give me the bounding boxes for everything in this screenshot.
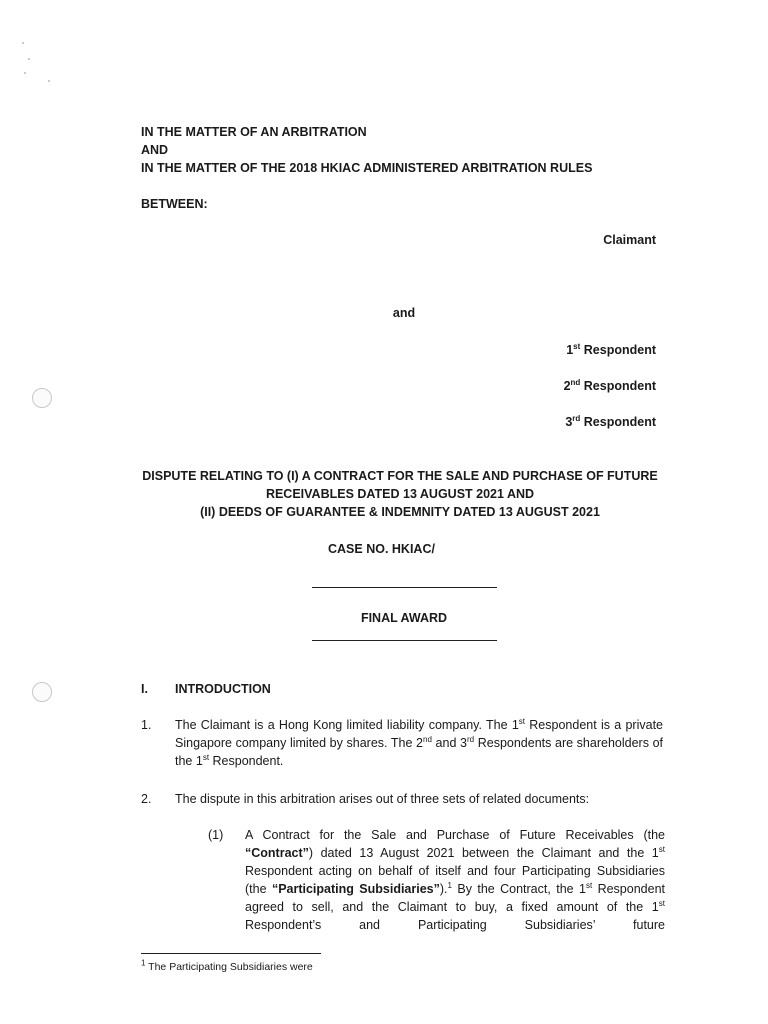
sub-para-1-part: Respondent agreed to sell, and the Claimant to buy, a fixed amount of the 1 — [245, 882, 665, 914]
scan-speck — [28, 58, 30, 60]
respondent-1-text: Respondent — [580, 343, 656, 357]
respondent-2-label — [400, 377, 656, 395]
para-1-part: and 3 — [431, 736, 467, 750]
para-1-part: Respondents are shareholders of the 1 — [175, 736, 663, 768]
footnote — [141, 960, 313, 975]
para-1-text — [175, 716, 663, 770]
para-1-number: 1. — [141, 718, 152, 732]
award-title: FINAL AWARD — [360, 611, 448, 625]
respondent-3-number: 3 — [565, 415, 573, 429]
matter-line-2: AND — [141, 143, 169, 157]
award-rule-top — [312, 587, 497, 588]
respondent-2-text: Respondent — [580, 379, 656, 393]
respondent-2-number: 2 — [563, 379, 571, 393]
para-2-text: The dispute in this arbitration arises out of three sets of related documents: — [175, 792, 590, 806]
award-rule-bottom — [312, 640, 497, 641]
and-label: and — [392, 306, 416, 320]
matter-heading — [141, 123, 661, 177]
respondent-1-number: 1 — [566, 343, 574, 357]
punch-hole — [32, 388, 52, 408]
footnote-number: 1 — [141, 958, 146, 968]
respondent-2-ordinal: nd — [570, 377, 581, 387]
para-1-part: Respondent. — [209, 754, 284, 768]
para-1-ordinal: st — [518, 716, 526, 726]
sub-para-1-part: ) dated 13 August 2021 between the Claimant and the 1 — [308, 846, 659, 860]
respondent-3-ordinal: rd — [572, 413, 581, 423]
sub-para-1-part: Respondent’s and Participating Subsidiaries’ future — [245, 918, 665, 932]
scan-speck — [48, 80, 50, 82]
dispute-line-1: DISPUTE RELATING TO (I) A CONTRACT FOR THE SALE AND PURCHASE OF FUTURE — [142, 469, 658, 483]
sub-para-1-ordinal: st — [658, 898, 665, 908]
sub-para-1-text — [245, 826, 665, 952]
respondent-1-ordinal: st — [573, 341, 581, 351]
sub-para-1-part: Respondent acting on behalf of itself and four Participating Subsidiaries (the — [245, 864, 665, 896]
sub-para-1-part: By the Contract, the 1 — [451, 882, 586, 896]
matter-line-1: IN THE MATTER OF AN ARBITRATION — [141, 125, 367, 139]
para-1-part: Respondent is a private Singapore company limited by shares. The 2 — [175, 718, 664, 750]
sub-para-1-ordinal: st — [585, 880, 593, 890]
section-title: INTRODUCTION — [175, 682, 271, 696]
sub-para-1-part: A Contract for the Sale and Purchase of Future Receivables (the — [245, 828, 665, 842]
claimant-label: Claimant — [603, 233, 656, 247]
dispute-line-3: (II) DEEDS OF GUARANTEE & INDEMNITY DATED 13 AUGUST 2021 — [200, 505, 600, 519]
matter-line-3: IN THE MATTER OF THE 2018 HKIAC ADMINISTERED ARBITRATION RULES — [141, 161, 593, 175]
footnote-reference[interactable]: 1 — [447, 880, 452, 890]
dispute-title — [130, 467, 670, 521]
scan-speck — [24, 72, 26, 74]
footnote-rule — [141, 953, 321, 954]
footnote-text: The Participating Subsidiaries were — [145, 961, 313, 973]
para-1-part: The Claimant is a Hong Kong limited liability company. The 1 — [175, 718, 519, 732]
para-2-number: 2. — [141, 792, 152, 806]
sub-para-1-part: ). — [439, 882, 448, 896]
respondent-1-label — [400, 341, 656, 359]
para-1-ordinal: rd — [466, 734, 475, 744]
scan-speck — [22, 42, 24, 44]
punch-hole — [32, 682, 52, 702]
dispute-line-2: RECEIVABLES DATED 13 AUGUST 2021 AND — [265, 487, 535, 501]
defined-term-participating-subsidiaries: “Participating Subsidiaries” — [271, 882, 440, 896]
respondent-3-label — [400, 413, 656, 431]
section-number: I. — [141, 682, 148, 696]
para-1-ordinal: st — [202, 752, 210, 762]
case-number: CASE NO. HKIAC/ — [328, 542, 435, 556]
defined-term-contract: “Contract” — [245, 846, 309, 860]
between-label: BETWEEN: — [141, 197, 208, 211]
para-1-ordinal: nd — [423, 734, 432, 744]
sub-para-1-number: (1) — [208, 828, 224, 842]
respondent-3-text: Respondent — [580, 415, 656, 429]
sub-para-1-ordinal: st — [658, 844, 665, 854]
